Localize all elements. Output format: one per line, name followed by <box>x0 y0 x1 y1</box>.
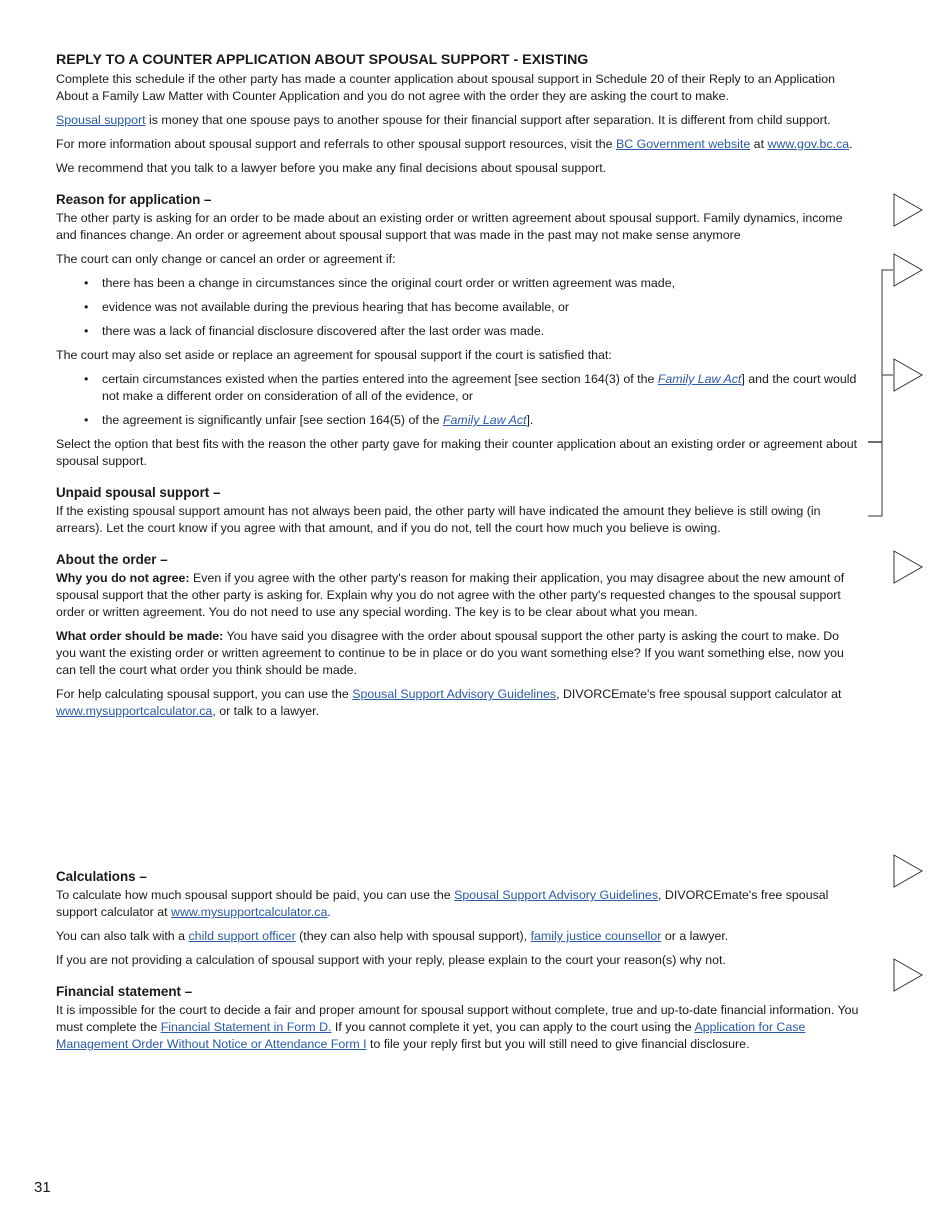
list-item: • evidence was not available during the previous hearing that has become available, or <box>102 299 861 316</box>
connector-bracket <box>860 262 896 520</box>
list-item: • certain circumstances existed when the parties entered into the agreement [see section 164(3) of the Family Law Act] and the court would not make a different order on consideration of all of the evidence, or <box>102 371 861 405</box>
list-item: • the agreement is significantly unfair [see section 164(5) of the Family Law Act]. <box>102 412 861 429</box>
financial-statement-link[interactable]: Financial Statement in Form D. <box>160 1020 332 1034</box>
order-paragraph-3: For help calculating spousal support, you can use the Spousal Support Advisory Guidelines, DIVORCEmate's free spousal support calculator at www.mysupportcalculator.ca, or talk to a lawyer. <box>56 687 842 718</box>
order-section <box>56 551 861 720</box>
reason-paragraph-2: The court can only change or cancel an order or agreement if: <box>56 252 396 266</box>
reason-paragraph-4: Select the option that best fits with the reason the other party gave for making their counter application about an existing order or agreement about spousal support. <box>56 437 858 468</box>
order-heading: About the order – <box>56 552 168 567</box>
reason-paragraph-3: The court may also set aside or replace an agreement for spousal support if the court is satisfied that: <box>56 348 612 362</box>
calculations-paragraph-3: If you are not providing a calculation of spousal support with your reply, please explain to the court your reason(s) why not. <box>56 953 726 967</box>
calculations-arrow-icon[interactable] <box>893 854 923 888</box>
calculations-paragraph-2: You can also talk with a child support officer (they can also help with spousal support), family justice counsellor or a lawyer. <box>56 929 729 943</box>
financial-heading: Financial statement – <box>56 984 193 999</box>
unpaid-paragraph: If the existing spousal support amount has not always been paid, the other party will have indicated the amount they believe is still owing (in arrears). Let the court know if you agree with that amount, and if you do not, tell the court how much you believe is owing. <box>56 504 821 535</box>
blank-space <box>56 727 861 854</box>
bc-government-link[interactable]: BC Government website <box>615 137 751 151</box>
case-management-order-link[interactable]: Application for Case Management Order Without Notice or Attendance Form I <box>56 1020 806 1051</box>
change-conditions-list <box>56 275 861 340</box>
mysupportcalculator-link[interactable]: www.mysupportcalculator.ca <box>56 704 213 718</box>
family-justice-counsellor-link[interactable]: family justice counsellor <box>530 929 662 943</box>
reason-heading: Reason for application – <box>56 192 212 207</box>
order-paragraph-1: Why you do not agree: Even if you agree with the other party's reason for making their application, you may disagree about the new amount of spousal support that the other party is asking for. Explain why you do not agree with the other party's requested changes to the spousal support order or written agreement. You do not need to use any special wording. The key is to be clear about what you mean. <box>56 571 845 619</box>
set-aside-conditions-list <box>56 371 861 429</box>
financial-arrow-icon[interactable] <box>893 958 923 992</box>
family-law-act-link[interactable]: Family Law Act <box>442 413 527 427</box>
document-body <box>56 51 861 1060</box>
unpaid-section <box>56 484 861 537</box>
page-number: 31 <box>34 1179 51 1196</box>
option-arrow-icon[interactable] <box>893 253 923 287</box>
page-title: REPLY TO A COUNTER APPLICATION ABOUT SPOUSAL SUPPORT - EXISTING <box>56 52 589 68</box>
reason-section <box>56 191 861 470</box>
reason-arrow-icon[interactable] <box>893 193 923 227</box>
reason-paragraph-1: The other party is asking for an order to be made about an existing order or written agreement about spousal support. Family dynamics, income and finances change. An order or agreement about spousal support that was made in the past may not make sense anymore <box>56 211 843 242</box>
mysupportcalculator-link[interactable]: www.mysupportcalculator.ca <box>171 905 328 919</box>
intro-recommendation: We recommend that you talk to a lawyer before you make any final decisions about spousal support. <box>56 161 607 175</box>
list-item: • there has been a change in circumstances since the original court order or written agreement was made, <box>102 275 861 292</box>
intro-paragraph: Complete this schedule if the other party has made a counter application about spousal support in Schedule 20 of their Reply to an Application About a Family Law Matter with Counter Application and you do not agree with the order they are asking the court to make. <box>56 72 836 103</box>
list-item: • there was a lack of financial disclosure discovered after the last order was made. <box>102 323 861 340</box>
intro-definition: Spousal support is money that one spouse pays to another spouse for their financial support after separation. It is different from child support. <box>56 113 831 127</box>
order-paragraph-2: What order should be made: You have said you disagree with the order about spousal support the other party is asking the court to make. Do you want the existing order or written agreement to continue to be in place or do you want something else? If you want something else, now you can tell the court what order you think should be made. <box>56 629 844 677</box>
ssag-link[interactable]: Spousal Support Advisory Guidelines <box>352 687 557 701</box>
financial-paragraph: It is impossible for the court to decide a fair and proper amount for spousal support without complete, true and up-to-date financial information. You must complete the Financial Statement in Form D. If you cannot complete it yet, you can apply to the court using the Application for Case Management Order Without Notice or Attendance Form I to file your reply first but you will still need to give financial disclosure. <box>56 1003 859 1051</box>
calculations-paragraph-1: To calculate how much spousal support should be paid, you can use the Spousal Support Advisory Guidelines, DIVORCEmate's free spousal support calculator at www.mysupportcalculator.ca. <box>56 888 829 919</box>
calculations-section <box>56 868 861 969</box>
gov-bc-ca-link[interactable]: www.gov.bc.ca <box>767 137 850 151</box>
calculations-heading: Calculations – <box>56 869 147 884</box>
ssag-link[interactable]: Spousal Support Advisory Guidelines <box>454 888 659 902</box>
spousal-support-link[interactable]: Spousal support <box>56 113 146 127</box>
unpaid-heading: Unpaid spousal support – <box>56 485 221 500</box>
financial-section <box>56 983 861 1053</box>
intro-info: For more information about spousal support and referrals to other spousal support resources, visit the BC Government website at www.gov.bc.ca. <box>56 137 853 151</box>
order-arrow-icon[interactable] <box>893 550 923 584</box>
child-support-officer-link[interactable]: child support officer <box>188 929 296 943</box>
family-law-act-link[interactable]: Family Law Act <box>657 372 742 386</box>
option-arrow-icon[interactable] <box>893 358 923 392</box>
